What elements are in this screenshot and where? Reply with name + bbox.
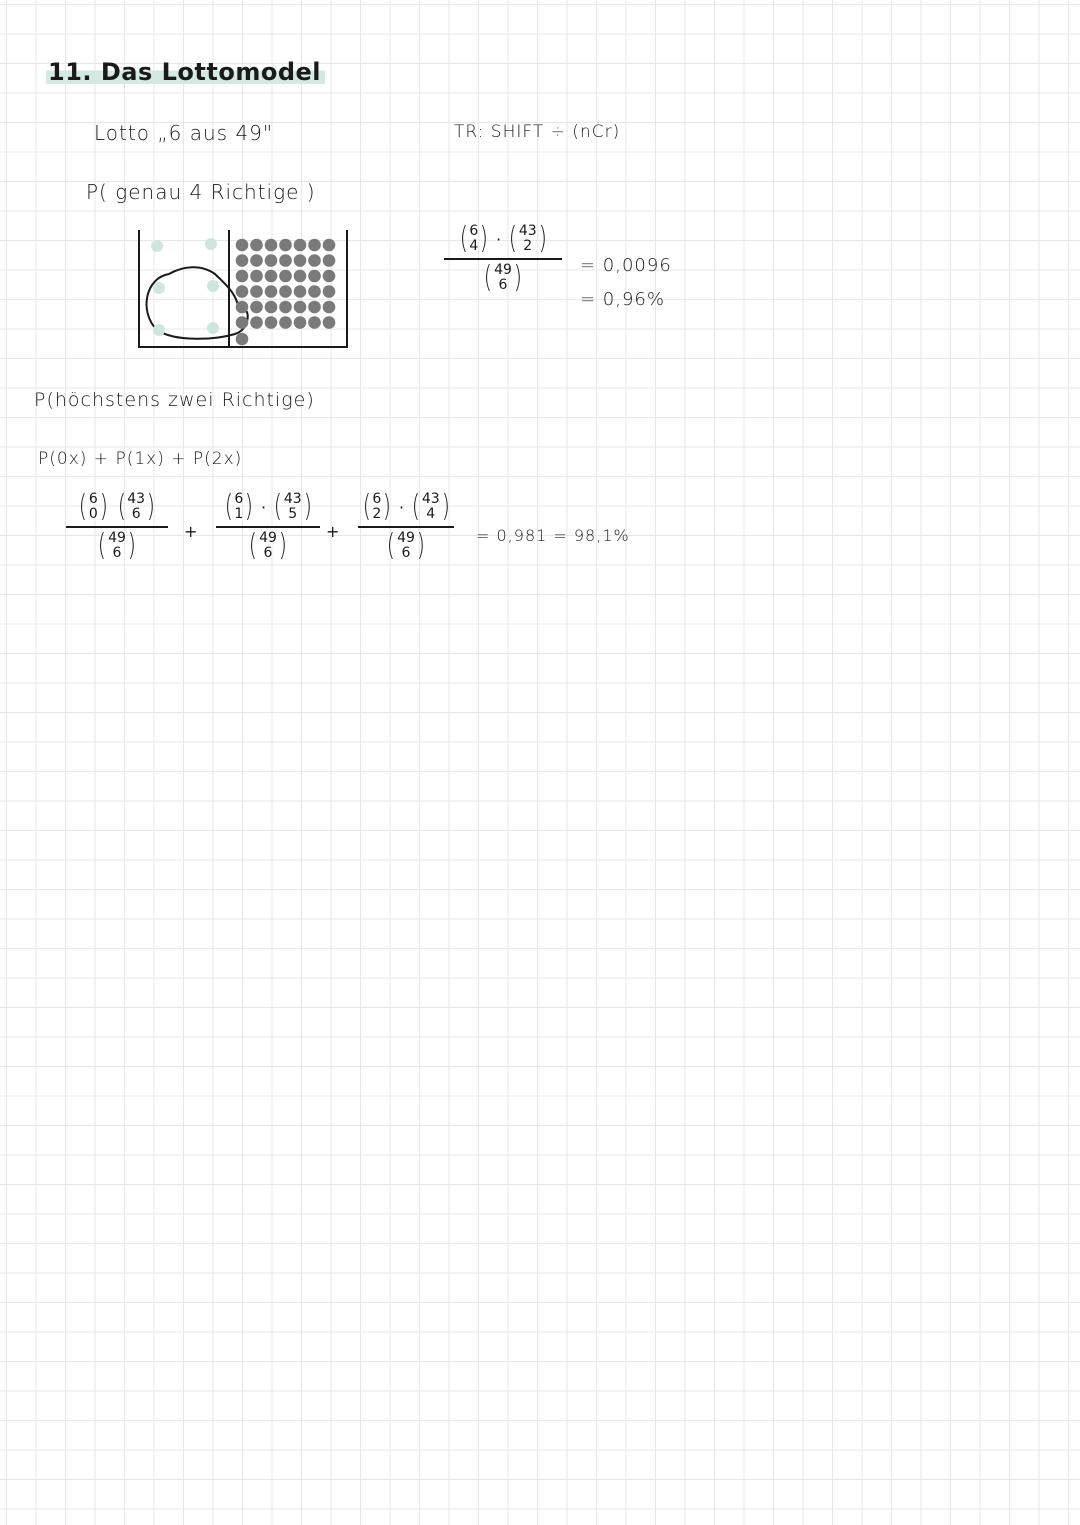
losing-ball bbox=[308, 316, 321, 329]
losing-ball bbox=[323, 285, 336, 298]
p-exact-fraction: ( 6 4 ) · ( 43 2 ) ( 49 6 ) bbox=[444, 224, 562, 293]
losing-ball bbox=[236, 239, 249, 252]
p-exact-percent: = 0,96% bbox=[580, 289, 665, 310]
page-title: 11. Das Lottomodel bbox=[46, 58, 325, 86]
losing-ball bbox=[294, 316, 307, 329]
losing-ball bbox=[294, 254, 307, 267]
losing-ball bbox=[279, 239, 292, 252]
losing-ball bbox=[265, 301, 278, 314]
term-0x: ( 6 0 ) ( 43 6 ) ( 49 6 ) bbox=[66, 492, 168, 561]
losing-ball bbox=[323, 301, 336, 314]
losing-ball bbox=[323, 254, 336, 267]
losing-ball bbox=[279, 270, 292, 283]
losing-ball bbox=[265, 239, 278, 252]
losing-ball bbox=[236, 285, 249, 298]
losing-ball bbox=[265, 285, 278, 298]
losing-ball bbox=[236, 301, 249, 314]
winning-ball bbox=[207, 322, 219, 334]
winning-ball bbox=[153, 324, 165, 336]
losing-ball bbox=[236, 316, 249, 329]
losing-ball bbox=[323, 316, 336, 329]
losing-ball bbox=[279, 316, 292, 329]
sum-result: = 0,981 = 98,1% bbox=[476, 526, 630, 545]
losing-ball bbox=[279, 254, 292, 267]
losing-ball bbox=[308, 254, 321, 267]
losing-ball bbox=[308, 239, 321, 252]
losing-ball bbox=[308, 301, 321, 314]
losing-ball bbox=[323, 270, 336, 283]
losing-balls bbox=[236, 239, 336, 346]
losing-ball bbox=[250, 270, 263, 283]
losing-ball bbox=[308, 270, 321, 283]
urn-illustration bbox=[135, 226, 355, 352]
losing-ball bbox=[250, 239, 263, 252]
calculator-note: TR: SHIFT ÷ (nCr) bbox=[454, 122, 621, 142]
binom-49-6: ( 49 6 ) bbox=[484, 260, 522, 295]
winning-ball bbox=[153, 282, 165, 294]
p-exact-result: = 0,0096 bbox=[580, 255, 672, 276]
losing-ball bbox=[294, 270, 307, 283]
p-exact-label: P( genau 4 Richtige ) bbox=[86, 180, 316, 204]
losing-ball bbox=[236, 270, 249, 283]
binom-6-4: ( 6 4 ) bbox=[459, 221, 489, 256]
losing-ball bbox=[265, 254, 278, 267]
lotto-label: Lotto „6 aus 49" bbox=[94, 121, 274, 145]
losing-ball bbox=[236, 333, 249, 346]
losing-ball bbox=[294, 301, 307, 314]
winning-balls bbox=[151, 238, 219, 336]
losing-ball bbox=[236, 254, 249, 267]
losing-ball bbox=[265, 316, 278, 329]
losing-ball bbox=[308, 285, 321, 298]
term-1x: ( 6 1 ) · ( 43 5 ) ( 49 6 ) bbox=[216, 492, 320, 561]
losing-ball bbox=[294, 285, 307, 298]
winning-ball bbox=[151, 240, 163, 252]
losing-ball bbox=[323, 239, 336, 252]
losing-ball bbox=[294, 239, 307, 252]
losing-ball bbox=[265, 270, 278, 283]
losing-ball bbox=[279, 285, 292, 298]
losing-ball bbox=[250, 316, 263, 329]
losing-ball bbox=[279, 301, 292, 314]
term-2x: ( 6 2 ) · ( 43 4 ) ( 49 6 ) bbox=[358, 492, 454, 561]
losing-ball bbox=[250, 285, 263, 298]
plus-sign: + bbox=[326, 522, 340, 541]
p-atmost-label: P(höchstens zwei Richtige) bbox=[34, 389, 315, 411]
winning-ball bbox=[205, 238, 217, 250]
fraction-bar bbox=[444, 258, 562, 260]
binom-43-2: ( 43 2 ) bbox=[508, 221, 547, 256]
losing-ball bbox=[250, 301, 263, 314]
p-sum-label: P(0x) + P(1x) + P(2x) bbox=[38, 449, 243, 469]
plus-sign: + bbox=[184, 522, 198, 541]
losing-ball bbox=[250, 254, 263, 267]
winning-ball bbox=[207, 280, 219, 292]
